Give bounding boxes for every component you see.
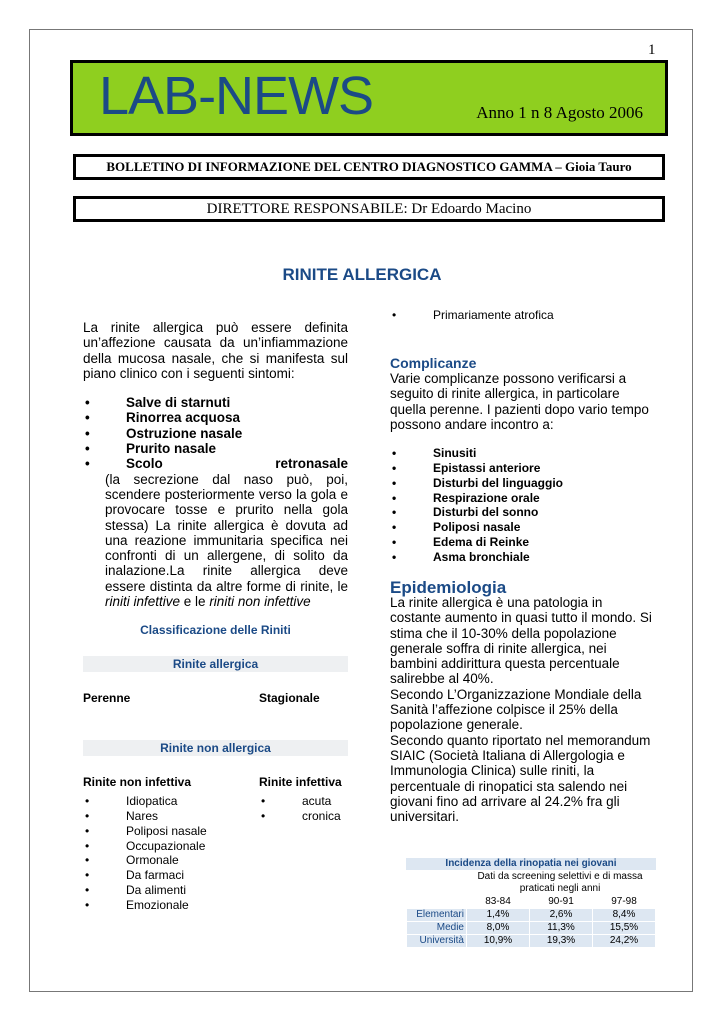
table-row [407,909,655,921]
list-item: • Poliposi nasale [83,824,259,839]
epi-paragraph-1: La rinite allergica è una patologia in costante aumento in quasi tutto il mondo. Si stima che il 10-30% della popolazione generale soffra di rinite allergica, nei bambini addirittura questa percentuale salirebbe al 40%. [390,594,652,687]
symptom-continuation: (la secrezione dal naso può, poi, scendere posteriormente verso la gola e provocare tosse e prurito nella gola stessa) La rinite allergica è dovuta ad una reazione immunitaria specifica nei confronti di un allergene, di solito da inalazione.La rinite allergica deve essere distinta da altre forme di rinite, le riniti infettive e le riniti non infettive [105,471,348,610]
complicanze-paragraph: Varie complicanze possono verificarsi a seguito di rinite allergica, in particolare quella perenne. I pazienti dopo vario tempo possono andare incontro a: [390,371,649,432]
masthead-title: LAB-NEWS [99,66,374,126]
incidence-grid [406,895,656,948]
row-label: Elementari [407,909,466,921]
type-stagionale: Stagionale [259,690,320,705]
table-row [407,922,655,934]
list-item: • Prurito nasale [83,441,348,456]
list-item: • Asma bronchiale [390,550,655,565]
table-cell: 1,4% [467,909,529,921]
right-column [390,308,655,824]
symptoms-list [83,395,348,471]
table-cell: 15,5% [593,922,655,934]
epidemiologia-heading: Epidemiologia [390,577,507,597]
list-item: • Ostruzione nasale [83,426,348,441]
table-cell: 8,0% [467,922,529,934]
table-cell: 11,3% [530,922,592,934]
issue-info: Anno 1 n 8 Agosto 2006 [476,103,643,122]
list-item: • Edema di Reinke [390,535,655,550]
list-item: • Sinusiti [390,446,655,461]
list-item: • Da farmaci [83,868,259,883]
list-item: • Ormonale [83,853,259,868]
article-title: RINITE ALLERGICA [282,265,442,284]
classification-title: Classificazione delle Riniti [140,623,291,638]
row-label: Università [407,935,466,947]
table-cell: 10,9% [467,935,529,947]
list-item: • cronica [259,809,341,824]
page-number: 1 [648,42,656,58]
epi-paragraph-3: Secondo quanto riportato nel memorandum SIAIC (Società Italiana di Allergologia e Immunologia Clinica) sulle riniti, la percentuale di rinopatici sta salendo nei giovani fino ad arrivare al 24.2% fra gli universitari. [390,732,651,825]
table-row [407,935,655,947]
list-item: • Nares [83,809,259,824]
year-header: 83-84 [485,896,511,907]
list-item: • Occupazionale [83,839,259,854]
list-item: • Disturbi del sonno [390,505,655,520]
allergic-types [83,691,348,706]
symptom-word: • Scolo [126,456,163,472]
masthead-banner [70,60,668,136]
band-nonallergic: Rinite non allergica [83,740,348,756]
top-list [390,308,655,323]
table-cell: 19,3% [530,935,592,947]
symptom-word: retronasale [275,456,348,472]
table-cell: 8,4% [593,909,655,921]
table-cell: 24,2% [593,935,655,947]
list-item: • Poliposi nasale [390,520,655,535]
bulletin-box: BOLLETINO DI INFORMAZIONE DEL CENTRO DIAGNOSTICO GAMMA – Gioia Tauro [73,154,665,180]
type-infettiva: Rinite infettiva [259,774,342,789]
list-item: • Epistassi anteriore [390,461,655,476]
left-column [83,320,348,913]
year-header: 97-98 [611,896,637,907]
list-item [83,456,348,471]
epi-paragraph-2: Secondo L’Organizzazione Mondiale della Sanità l’affezione colpisce il 25% della popolazione generale. [390,686,642,733]
non-infettiva-list [83,794,259,912]
incidence-caption: Incidenza della rinopatia nei giovani [406,858,656,870]
type-lists [83,794,348,912]
year-header: 90-91 [548,896,574,907]
list-item: • Primariamente atrofica [390,308,655,323]
list-item: • Emozionale [83,898,259,913]
list-item: • acuta [259,794,341,809]
complicanze-heading: Complicanze [390,354,477,371]
table-cell: 2,6% [530,909,592,921]
band-allergic: Rinite allergica [83,656,348,672]
director-box: DIRETTORE RESPONSABILE: Dr Edoardo Macino [73,196,665,222]
incidence-table [406,858,656,948]
complicanze-list [390,446,655,564]
list-item: • Respirazione orale [390,491,655,506]
list-item: • Salve di starnuti [83,395,348,410]
incidence-subtitle: Dati da screening selettivi e di massa praticati negli anni [477,871,643,894]
intro-paragraph: La rinite allergica può essere definita un’affezione causata da un’infiammazione della mucosa nasale, che si manifesta sul piano clinico con i seguenti sintomi: [83,320,348,381]
nonallergic-types [83,775,348,790]
list-item: • Disturbi del linguaggio [390,476,655,491]
list-item: • Da alimenti [83,883,259,898]
type-perenne: Perenne [83,690,131,705]
row-label: Medie [407,922,466,934]
infettiva-list [259,794,341,912]
type-non-infettiva: Rinite non infettiva [83,774,191,789]
list-item: • Idiopatica [83,794,259,809]
list-item: • Rinorrea acquosa [83,410,348,425]
table-header-row [407,896,655,908]
